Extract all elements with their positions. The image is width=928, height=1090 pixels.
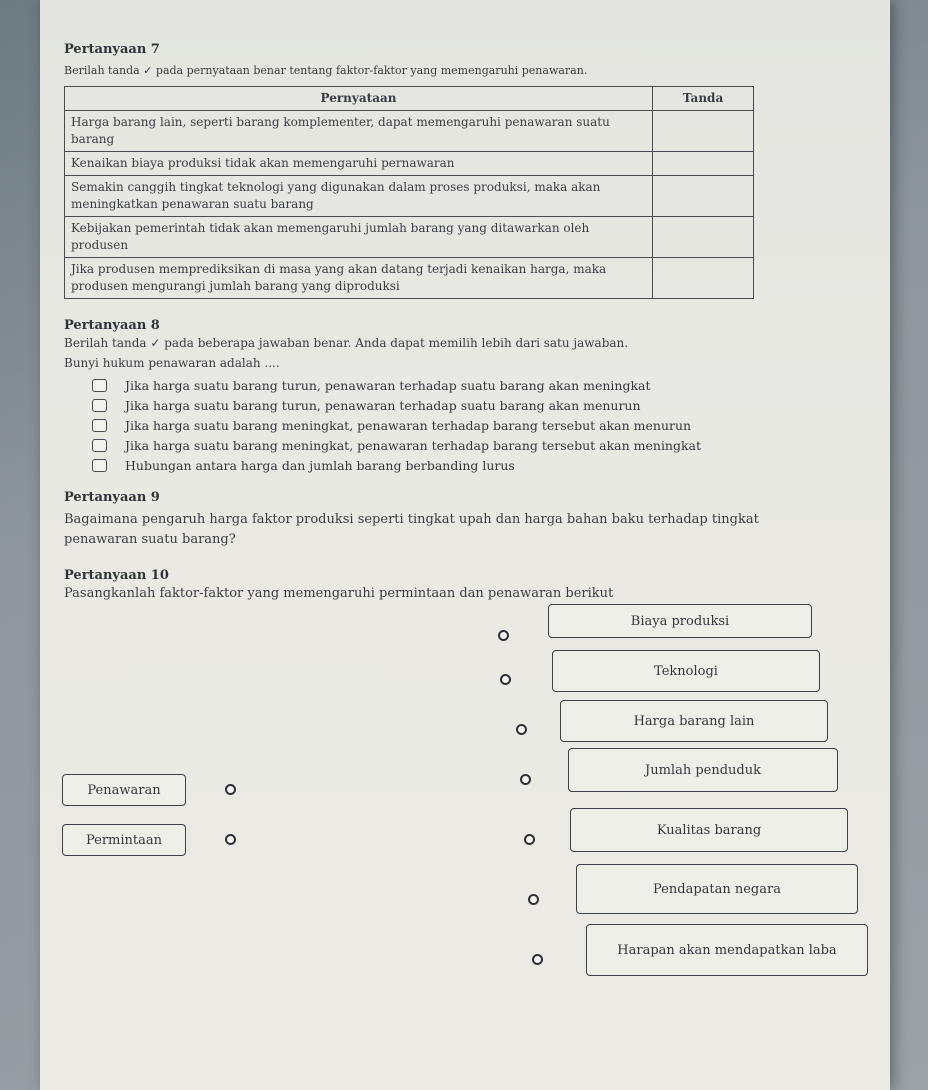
match-right-dot-1[interactable] [498, 630, 509, 641]
match-right-production-cost[interactable]: Biaya produksi [548, 604, 812, 638]
q8-instruction: Berilah tanda ✓ pada beberapa jawaban benar. Anda dapat memilih lebih dari satu jawaban. [64, 336, 629, 350]
match-right-dot-5[interactable] [524, 834, 535, 845]
match-right-dot-7[interactable] [532, 954, 543, 965]
q9-title: Pertanyaan 9 [64, 490, 160, 505]
q7-header-statement: Pernyataan [65, 87, 653, 111]
q7-statement-5: Jika produsen memprediksikan di masa yang akan datang terjadi kenaikan harga, maka produsen mengurangi jumlah barang yang diproduksi [65, 258, 653, 299]
q7-instruction: Berilah tanda ✓ pada pernyataan benar tentang faktor-faktor yang memengaruhi penawaran. [64, 64, 588, 77]
checkbox-icon[interactable] [92, 439, 107, 452]
q8-option-2[interactable] [92, 398, 641, 413]
match-left-supply[interactable]: Penawaran [62, 774, 186, 806]
checkbox-icon[interactable] [92, 379, 107, 392]
q8-option-3[interactable] [92, 418, 691, 433]
q8-option-label: Hubungan antara harga dan jumlah barang berbanding lurus [125, 458, 515, 473]
q10-title: Pertanyaan 10 [64, 568, 169, 583]
match-left-supply-dot[interactable] [225, 784, 236, 795]
table-row [65, 217, 754, 258]
q7-mark-cell-2[interactable] [653, 152, 754, 176]
q7-header-row [65, 87, 754, 111]
table-row [65, 258, 754, 299]
checkbox-icon[interactable] [92, 419, 107, 432]
q9-question: Bagaimana pengaruh harga faktor produksi seperti tingkat upah dan harga bahan baku terhadap tingkat penawaran suatu barang? [64, 512, 759, 547]
table-row [65, 176, 754, 217]
table-row [65, 152, 754, 176]
match-right-dot-4[interactable] [520, 774, 531, 785]
q10-instruction: Pasangkanlah faktor-faktor yang memengaruhi permintaan dan penawaran berikut [64, 586, 614, 601]
match-right-dot-2[interactable] [500, 674, 511, 685]
checkbox-icon[interactable] [92, 399, 107, 412]
worksheet-page [40, 0, 890, 1090]
match-right-quality[interactable]: Kualitas barang [570, 808, 848, 852]
match-left-demand[interactable]: Permintaan [62, 824, 186, 856]
q8-option-label: Jika harga suatu barang turun, penawaran terhadap suatu barang akan menurun [125, 398, 641, 413]
q7-mark-cell-1[interactable] [653, 111, 754, 152]
q8-question: Bunyi hukum penawaran adalah .... [64, 356, 280, 370]
q7-mark-cell-5[interactable] [653, 258, 754, 299]
q8-option-5[interactable] [92, 458, 515, 473]
checkbox-icon[interactable] [92, 459, 107, 472]
q7-statement-4: Kebijakan pemerintah tidak akan memengaruhi jumlah barang yang ditawarkan oleh produsen [65, 217, 653, 258]
q8-option-1[interactable] [92, 378, 651, 393]
match-right-technology[interactable]: Teknologi [552, 650, 820, 692]
q8-option-label: Jika harga suatu barang meningkat, penawaran terhadap barang tersebut akan menurun [125, 418, 692, 433]
q7-statement-1: Harga barang lain, seperti barang komplementer, dapat memengaruhi penawaran suatu barang [65, 111, 653, 152]
q7-mark-cell-4[interactable] [653, 217, 754, 258]
match-right-other-goods-price[interactable]: Harga barang lain [560, 700, 828, 742]
q8-title: Pertanyaan 8 [64, 318, 160, 333]
q8-option-label: Jika harga suatu barang meningkat, penawaran terhadap barang tersebut akan meningkat [125, 438, 702, 453]
match-left-demand-dot[interactable] [225, 834, 236, 845]
match-right-dot-3[interactable] [516, 724, 527, 735]
match-right-profit-expectation[interactable]: Harapan akan mendapatkan laba [586, 924, 868, 976]
match-right-population[interactable]: Jumlah penduduk [568, 748, 838, 792]
match-right-dot-6[interactable] [528, 894, 539, 905]
q7-statement-2: Kenaikan biaya produksi tidak akan memengaruhi pernawaran [65, 152, 653, 176]
q8-option-label: Jika harga suatu barang turun, penawaran terhadap suatu barang akan meningkat [125, 378, 651, 393]
q7-mark-cell-3[interactable] [653, 176, 754, 217]
q8-option-4[interactable] [92, 438, 701, 453]
q7-title: Pertanyaan 7 [64, 42, 160, 57]
match-right-national-income[interactable]: Pendapatan negara [576, 864, 858, 914]
q7-table [64, 86, 754, 299]
table-row [65, 111, 754, 152]
q7-header-mark: Tanda [653, 87, 754, 111]
q7-statement-3: Semakin canggih tingkat teknologi yang digunakan dalam proses produksi, maka akan meningkatkan penawaran suatu barang [65, 176, 653, 217]
